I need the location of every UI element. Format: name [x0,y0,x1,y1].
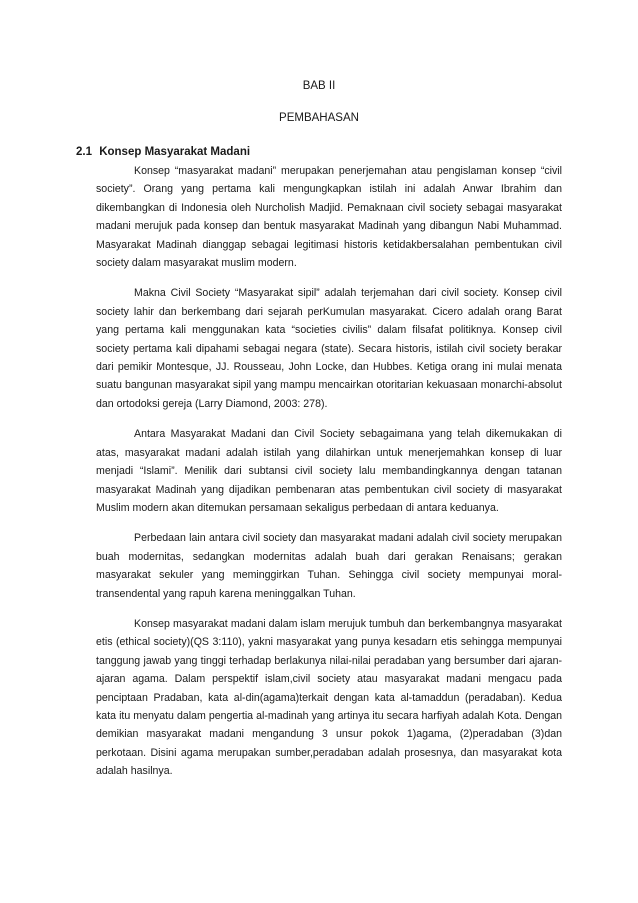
section-body [96,162,562,793]
paragraph-5: Konsep masyarakat madani dalam islam merujuk tumbuh dan berkembangnya masyarakat etis (ethical society)(QS 3:110), yakni masyarakat yang punya kesadarn etis sehingga mempunyai tanggung jawab yang tinggi terhadap berlakunya nilai-nilai peradaban yang bersumber dari ajaran-ajaran agama. Dalam perspektif islam,civil society atau masyarakat madani mengacu pada penciptaan Pradaban, kata al-din(agama)terkait dengan kata al-tamaddun (peradaban). Kedua kata itu menyatu dalam pengertia al-madinah yang artinya itu secara harfiyah adalah Kota. Dengan demikian masyarakat madani mengandung 3 unsur pokok 1)agama, (2)peradaban (3)dan perkotaan. Disini agama merupakan sumber,peradaban adalah prosesnya, dan masyarakat kota adalah hasilnya. [96,617,562,778]
paragraph-2: Makna Civil Society “Masyarakat sipil” adalah terjemahan dari civil society. Konsep civil society lahir dan berkembang dari sejarah perKumulan masyarakat. Cicero adalah orang Barat yang pertama kali menggunakan kata “societies civilis” dalam filsafat politiknya. Konsep civil society pertama kali dipahami sebagai negara (state). Secara historis, istilah civil society berakar dari pemikir Montesque, JJ. Rousseau, John Locke, dan Hubbes. Ketiga orang ini mulai menata suatu bangunan masyarakat sipil yang mampu mencairkan otoritarian kekuasaan monarchi-absolut dan ortodoksi gereja (Larry Diamond, 2003: 278). [96,287,562,410]
section-title: Konsep Masyarakat Madani [99,146,251,158]
section-number: 2.1 [76,146,92,158]
paragraph-3: Antara Masyarakat Madani dan Civil Society sebagaimana yang telah dikemukakan di atas, masyarakat madani adalah istilah yang dilahirkan untuk menerjemahkan konsep di luar menjadi “Islami”. Menilik dari subtansi civil society lalu membandingkannya dengan tatanan masyarakat Madinah yang dijadikan pembenaran atas pembentukan civil society di masyarakat Muslim modern akan ditemukan persamaan sekaligus perbedaan di antara keduanya. [96,428,562,514]
section-heading [76,146,250,158]
chapter-label: BAB II [302,80,336,92]
paragraph-4: Perbedaan lain antara civil society dan masyarakat madani adalah civil society merupakan buah modernitas, sedangkan modernitas adalah buah dari gerakan Renaisans; gerakan masyarakat sekuler yang meminggirkan Tuhan. Sehingga civil society mempunyai moral-transendental yang rapuh karena meninggalkan Tuhan. [96,532,562,600]
chapter-title: PEMBAHASAN [279,112,359,124]
paragraph-1: Konsep “masyarakat madani” merupakan penerjemahan atau pengislaman konsep “civil society”. Orang yang pertama kali mengungkapkan istilah ini adalah Anwar Ibrahim dan dikembangkan di Indonesia oleh Nurcholish Madjid. Pemaknaan civil society sebagai masyarakat madani merujuk pada konsep dan bentuk masyarakat Madinah yang dibangun Nabi Muhammad. Masyarakat Madinah dianggap sebagai legitimasi historis ketidakbersalahan pembentukan civil society dalam masyarakat muslim modern. [96,165,562,270]
